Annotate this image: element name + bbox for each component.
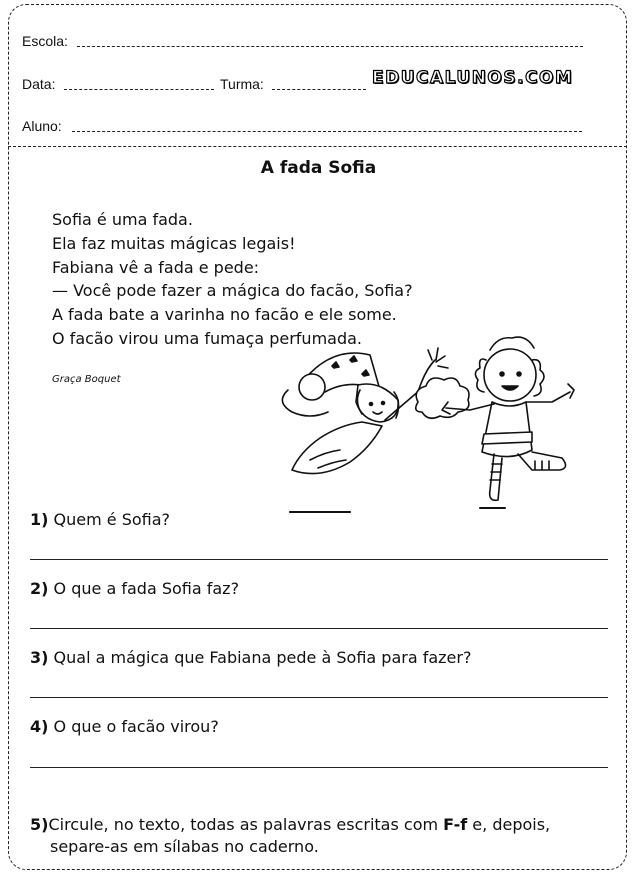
- question-text: Qual a mágica que Fabiana pede à Sofia para fazer?: [53, 648, 472, 667]
- story-line: Fabiana vê a fada e pede:: [52, 257, 260, 277]
- class-field[interactable]: [272, 89, 366, 90]
- question-4: [30, 717, 219, 736]
- question-text-after: e, depois,: [467, 815, 551, 834]
- question-number: 3): [30, 648, 49, 667]
- story-line: A fada bate a varinha no facão e ele some.: [52, 305, 397, 325]
- question-3: [30, 648, 471, 667]
- class-label: Turma:: [220, 76, 264, 92]
- student-field[interactable]: [72, 131, 582, 132]
- story-line: Sofia é uma fada.: [52, 210, 193, 229]
- question-text: Quem é Sofia?: [53, 510, 171, 529]
- question-number: 2): [30, 579, 49, 598]
- school-label: Escola:: [22, 33, 68, 49]
- student-label: Aluno:: [22, 118, 62, 134]
- question-text: O que o facão virou?: [53, 717, 219, 736]
- question-number: 4): [30, 717, 49, 736]
- question-2: [30, 579, 239, 598]
- question-number: 5): [30, 815, 49, 834]
- question-number: 1): [30, 510, 49, 529]
- school-field[interactable]: [77, 46, 583, 47]
- answer-line-1[interactable]: [30, 559, 608, 560]
- educalunos-logo: EDUCALUNOS.COM: [372, 68, 574, 88]
- question-1: [30, 510, 170, 529]
- smoke-cloud-icon: [416, 378, 469, 418]
- question-text: O que a fada Sofia faz?: [53, 579, 240, 598]
- story-line: O facão virou uma fumaça perfumada.: [52, 328, 363, 348]
- story-line: Ela faz muitas mágicas legais!: [52, 233, 296, 253]
- question-5-line-2: separe-as em sílabas no caderno.: [50, 837, 319, 856]
- answer-line-2[interactable]: [30, 628, 608, 629]
- date-label: Data:: [22, 76, 56, 92]
- answer-line-4[interactable]: [30, 767, 608, 768]
- story-line: — Você pode fazer a mágica do facão, Sofia?: [52, 281, 413, 301]
- fairy-and-girl-illustration-icon: [270, 330, 590, 520]
- question-5-line-1: [30, 814, 620, 836]
- header-divider: [8, 146, 627, 147]
- answer-line-3[interactable]: [30, 697, 608, 698]
- date-field[interactable]: [64, 89, 214, 90]
- story-author: Graça Boquet: [52, 374, 121, 385]
- story-title: A fada Sofia: [260, 158, 377, 178]
- question-5: [30, 814, 620, 858]
- question-text: Circule, no texto, todas as palavras escritas com: [48, 815, 444, 834]
- girl-fabiana-icon: [442, 337, 574, 500]
- question-highlight: F-f: [443, 815, 468, 834]
